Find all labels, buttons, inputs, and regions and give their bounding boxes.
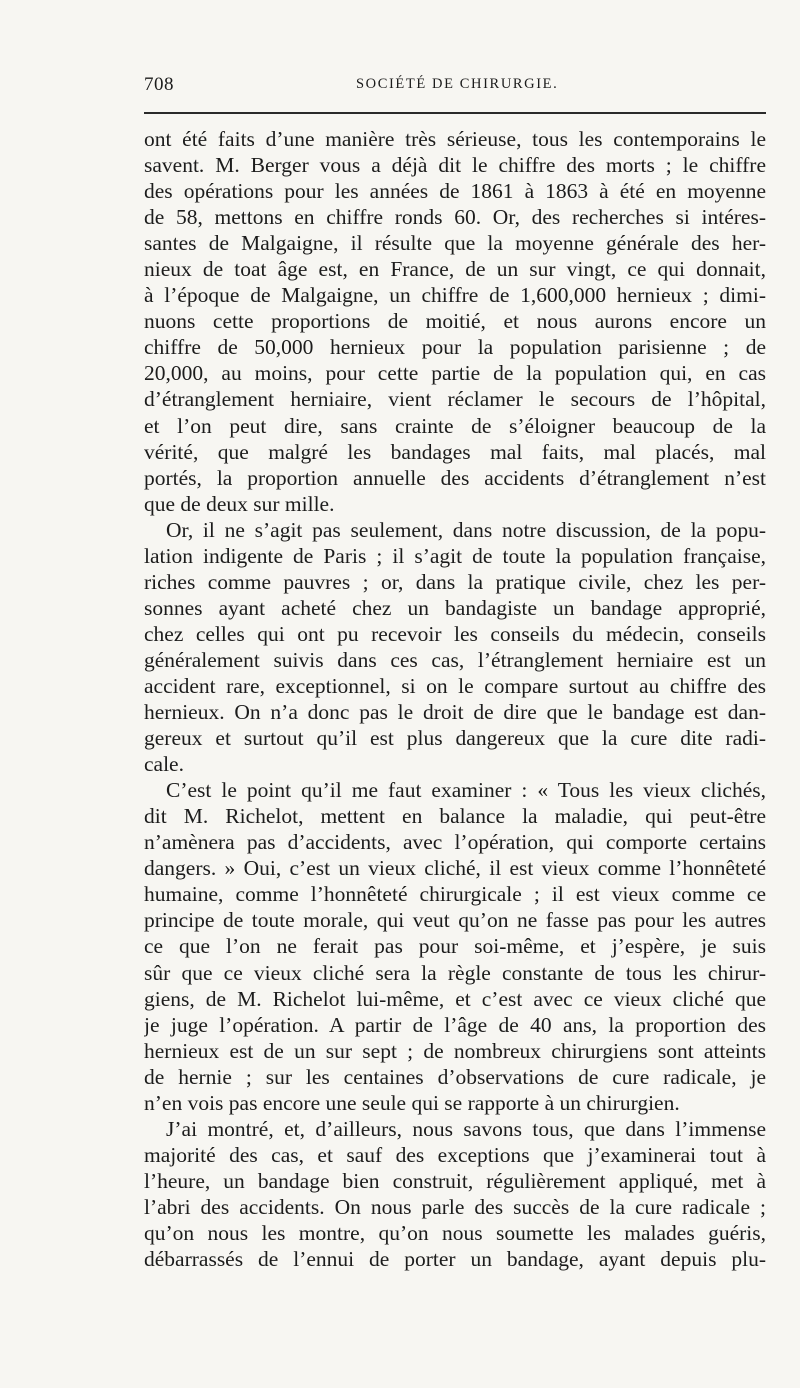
text-line: portés, la proportion annuelle des accidents d’étranglement n’est bbox=[144, 465, 766, 490]
text-line: hernieux est de un sur sept ; de nombreux chirurgiens sont atteints bbox=[144, 1038, 766, 1063]
page-number: 708 bbox=[144, 74, 174, 95]
text-line: l’heure, un bandage bien construit, régulièrement appliqué, met à bbox=[144, 1168, 766, 1193]
text-line: l’abri des accidents. On nous parle des succès de la cure radicale ; bbox=[144, 1194, 766, 1219]
text-line: n’amènera pas d’accidents, avec l’opération, qui comporte certains bbox=[144, 830, 766, 855]
header-rule bbox=[144, 112, 766, 114]
text-line: cale. bbox=[144, 752, 184, 777]
text-line: des opérations pour les années de 1861 à 1863 à été en moyenne bbox=[144, 179, 766, 204]
text-line: de 58, mettons en chiffre ronds 60. Or, des recherches si intéres- bbox=[144, 205, 766, 230]
text-line: n’en vois pas encore une seule qui se rapporte à un chirurgien. bbox=[144, 1090, 680, 1115]
text-line: principe de toute morale, qui veut qu’on ne fasse pas pour les autres bbox=[144, 908, 766, 933]
text-line: dit M. Richelot, mettent en balance la maladie, qui peut-être bbox=[144, 804, 766, 829]
text-line: lation indigente de Paris ; il s’agit de toute la population française, bbox=[144, 543, 766, 568]
text-line: qu’on nous les montre, qu’on nous soumette les malades guéris, bbox=[144, 1220, 766, 1245]
text-line: giens, de M. Richelot lui-même, et c’est avec ce vieux cliché que bbox=[144, 986, 766, 1011]
body-text bbox=[144, 126, 766, 1272]
text-line: vérité, que malgré les bandages mal faits, mal placés, mal bbox=[144, 439, 766, 464]
text-line: majorité des cas, et sauf des exceptions que j’examinerai tout à bbox=[144, 1142, 766, 1167]
text-line: chez celles qui ont pu recevoir les conseils du médecin, conseils bbox=[144, 621, 766, 646]
text-line: savent. M. Berger vous a déjà dit le chiffre des morts ; le chiffre bbox=[144, 153, 766, 178]
text-line: riches comme pauvres ; or, dans la pratique civile, chez les per- bbox=[144, 569, 766, 594]
text-line: 20,000, au moins, pour cette partie de la population qui, en cas bbox=[144, 361, 766, 386]
text-line: de hernie ; sur les centaines d’observations de cure radicale, je bbox=[144, 1064, 766, 1089]
text-line: ont été faits d’une manière très sérieuse, tous les contemporains le bbox=[144, 127, 766, 151]
text-line: généralement suivis dans ces cas, l’étranglement herniaire est un bbox=[144, 647, 766, 672]
text-line: santes de Malgaigne, il résulte que la moyenne générale des her- bbox=[144, 231, 766, 256]
text-line: humaine, comme l’honnêteté chirurgicale ; il est vieux comme ce bbox=[144, 882, 766, 907]
text-line: que de deux sur mille. bbox=[144, 491, 335, 516]
text-line: sûr que ce vieux cliché sera la règle constante de tous les chirur- bbox=[144, 960, 766, 985]
text-line: d’étranglement herniaire, vient réclamer le secours de l’hôpital, bbox=[144, 387, 766, 412]
text-line: chiffre de 50,000 hernieux pour la population parisienne ; de bbox=[144, 335, 766, 360]
text-line: C’est le point qu’il me faut examiner : « Tous les vieux clichés, bbox=[166, 778, 766, 803]
text-line: hernieux. On n’a donc pas le droit de dire que le bandage est dan- bbox=[144, 700, 766, 725]
text-line: sonnes ayant acheté chez un bandagiste un bandage approprié, bbox=[144, 595, 766, 620]
text-line: accident rare, exceptionnel, si on le compare surtout au chiffre des bbox=[144, 673, 766, 698]
text-line: nieux de toat âge est, en France, de un sur vingt, ce qui donnait, bbox=[144, 257, 766, 282]
text-line: je juge l’opération. A partir de l’âge de 40 ans, la proportion des bbox=[144, 1012, 766, 1037]
text-line: Or, il ne s’agit pas seulement, dans notre discussion, de la popu- bbox=[166, 517, 766, 542]
running-title: SOCIÉTÉ DE CHIRURGIE. bbox=[356, 76, 559, 92]
text-line: nuons cette proportions de moitié, et nous aurons encore un bbox=[144, 309, 766, 334]
text-line: à l’époque de Malgaigne, un chiffre de 1,600,000 hernieux ; dimi- bbox=[144, 283, 766, 308]
text-line: gereux et surtout qu’il est plus dangereux que la cure dite radi- bbox=[144, 726, 766, 751]
text-line: débarrassés de l’ennui de porter un bandage, ayant depuis plu- bbox=[144, 1247, 766, 1272]
text-line: ce que l’on ne ferait pas pour soi-même, et j’espère, je suis bbox=[144, 934, 766, 959]
page-header bbox=[144, 74, 766, 98]
text-line: J’ai montré, et, d’ailleurs, nous savons tous, que dans l’immense bbox=[166, 1116, 766, 1141]
text-line: dangers. » Oui, c’est un vieux cliché, il est vieux comme l’honnêteté bbox=[144, 856, 766, 881]
text-line: et l’on peut dire, sans crainte de s’éloigner beaucoup de la bbox=[144, 413, 766, 438]
